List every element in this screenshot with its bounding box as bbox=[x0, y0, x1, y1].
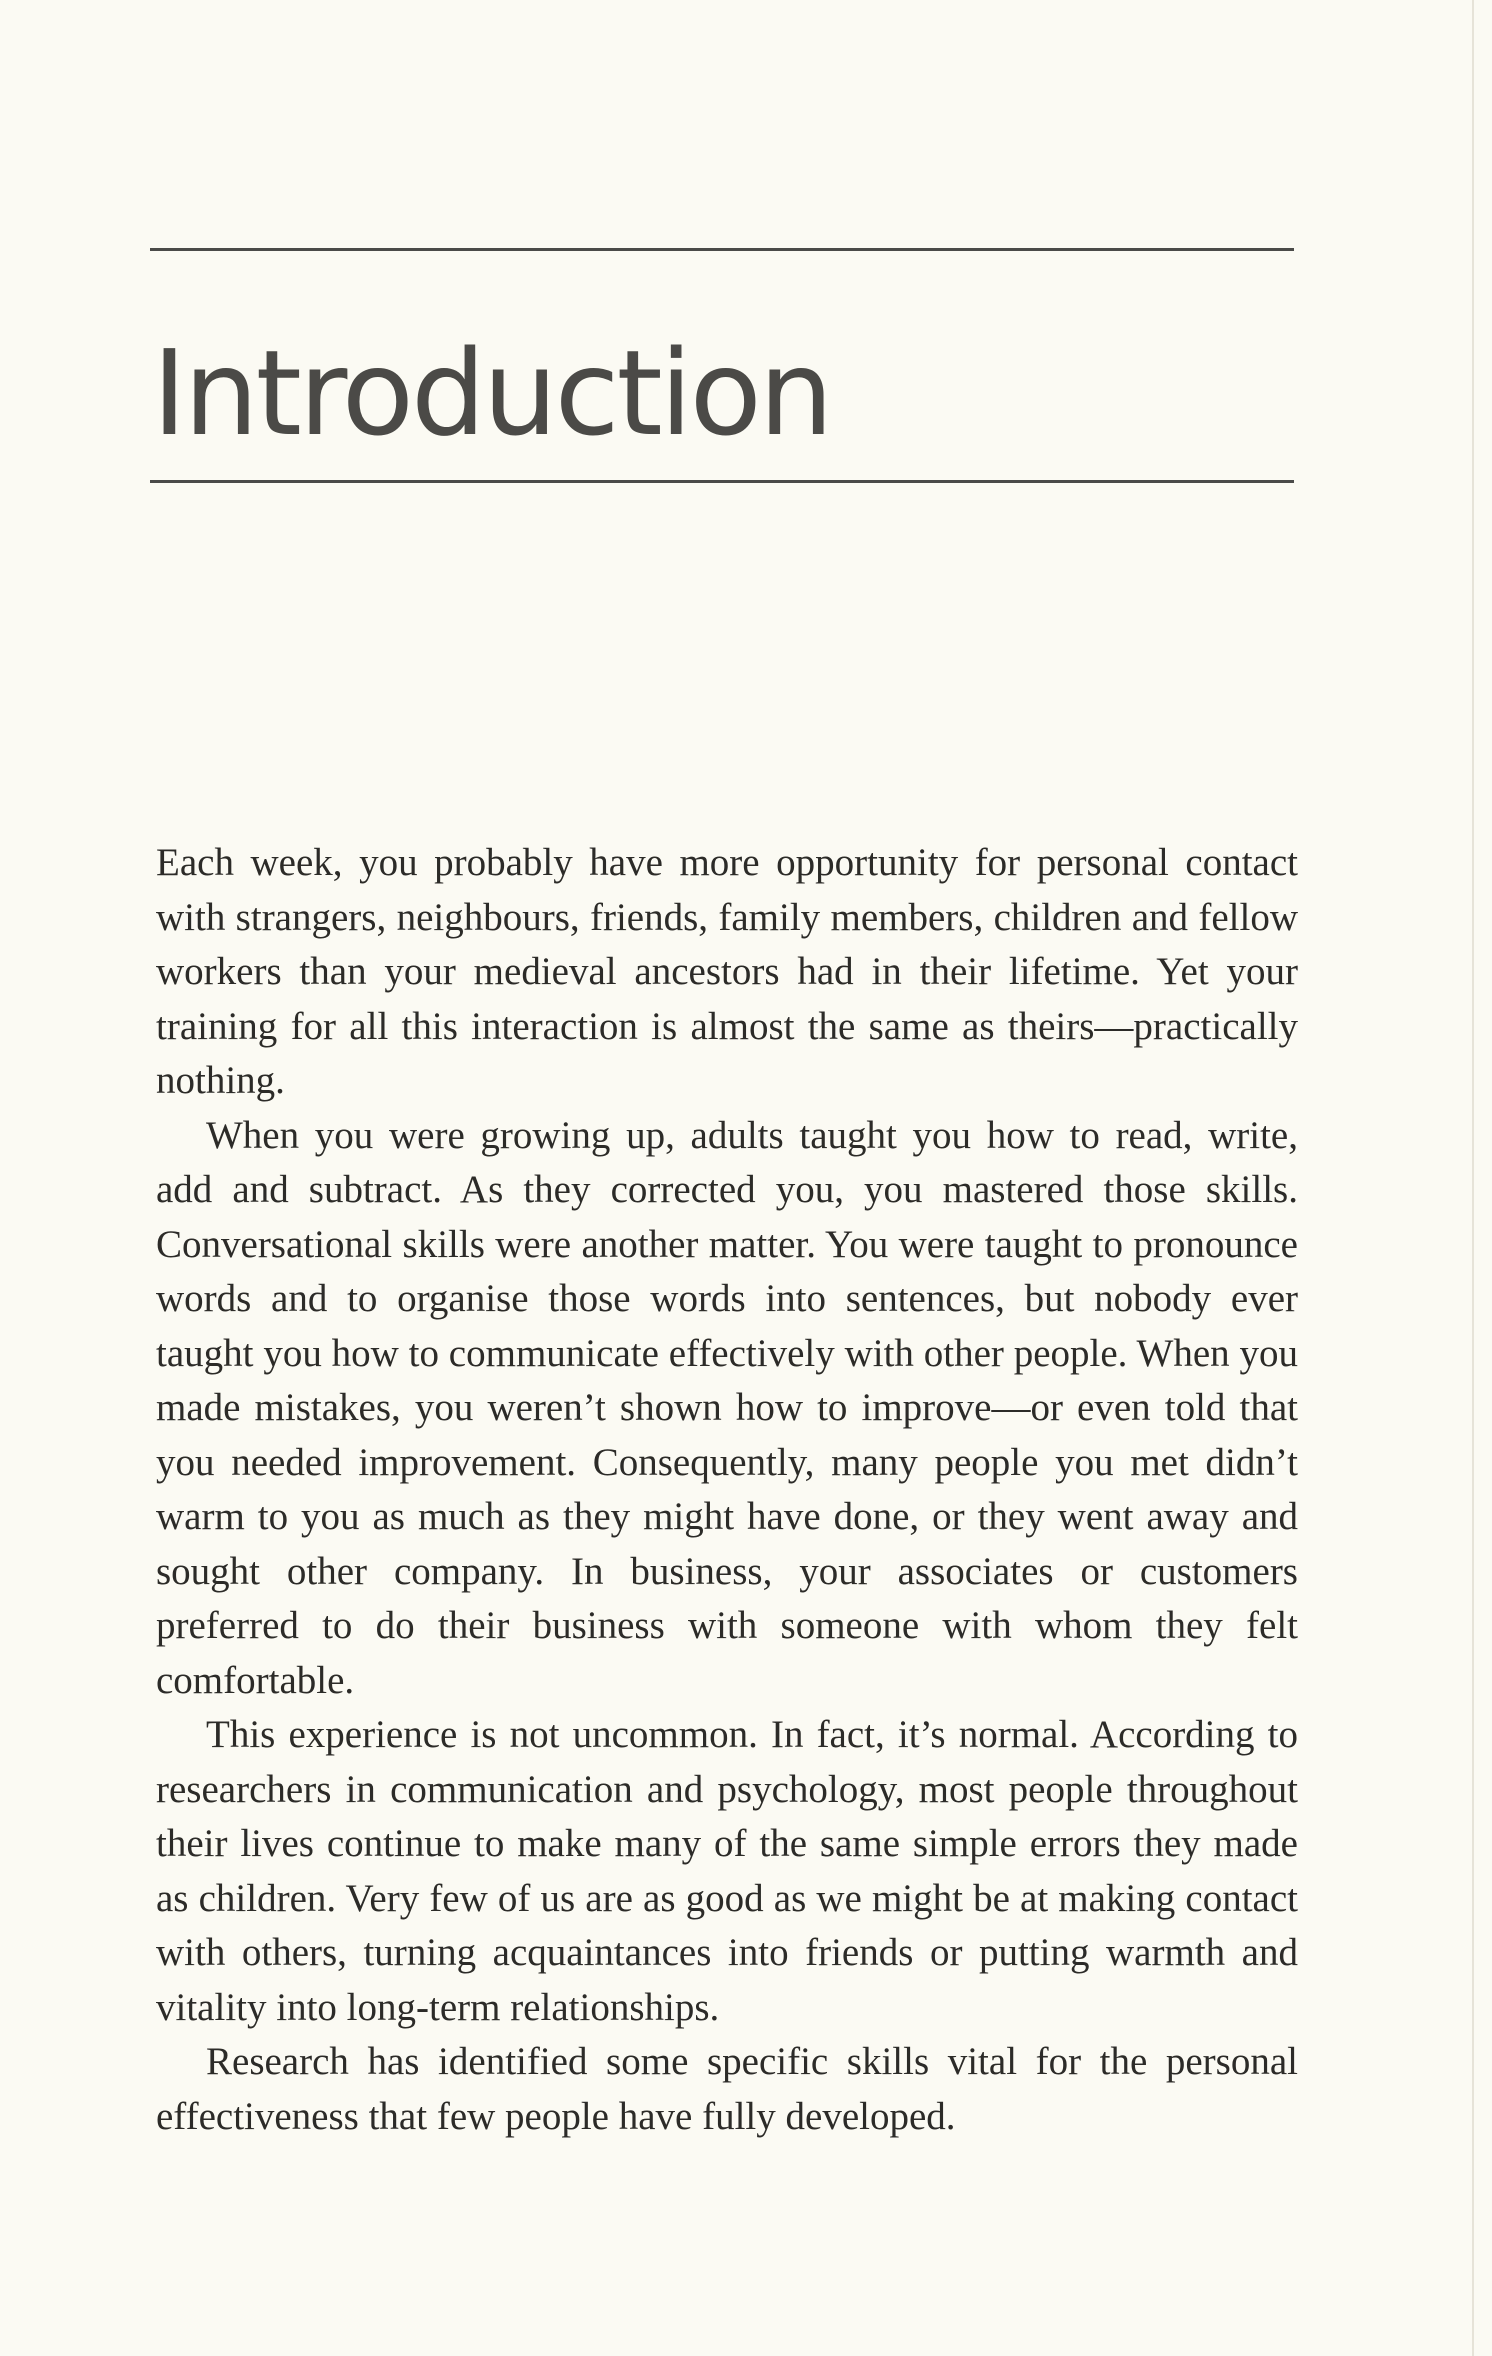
paragraph-1: Each week, you probably have more opportunity for personal contact with strangers, neighbours, friends, family members, children and fellow workers than your medieval ancestors had in their lifetime. Yet your training for all this interaction is almost the same as theirs—practically nothing. bbox=[156, 841, 1298, 1102]
body-text bbox=[156, 836, 1298, 2144]
paragraph-3: This experience is not uncommon. In fact, it’s normal. According to researchers in communication and psychology, most people throughout their lives continue to make many of the same simple errors they made as children. Very few of us are as good as we might be at making contact with others, turning acquaintances into friends or putting warmth and vitality into long-term relationships. bbox=[156, 1713, 1298, 2029]
page-edge-shadow bbox=[1472, 0, 1474, 2356]
title-rule-bottom bbox=[150, 480, 1294, 483]
paragraph-4: Research has identified some specific skills vital for the personal effectiveness that few people have fully developed. bbox=[156, 2040, 1298, 2138]
title-rule-top bbox=[150, 248, 1294, 251]
chapter-title: Introduction bbox=[152, 324, 831, 462]
paragraph-2: When you were growing up, adults taught you how to read, write, add and subtract. As they corrected you, you mastered those skills. Conversational skills were another matter. You were taught to pronounce words and to organise those words into sentences, but nobody ever taught you how to communicate effectively with other people. When you made mistakes, you weren’t shown how to improve—or even told that you needed improvement. Consequently, many people you met didn’t warm to you as much as they might have done, or they went away and sought other company. In business, your associates or customers preferred to do their business with someone with whom they felt comfortable. bbox=[156, 1113, 1298, 1702]
